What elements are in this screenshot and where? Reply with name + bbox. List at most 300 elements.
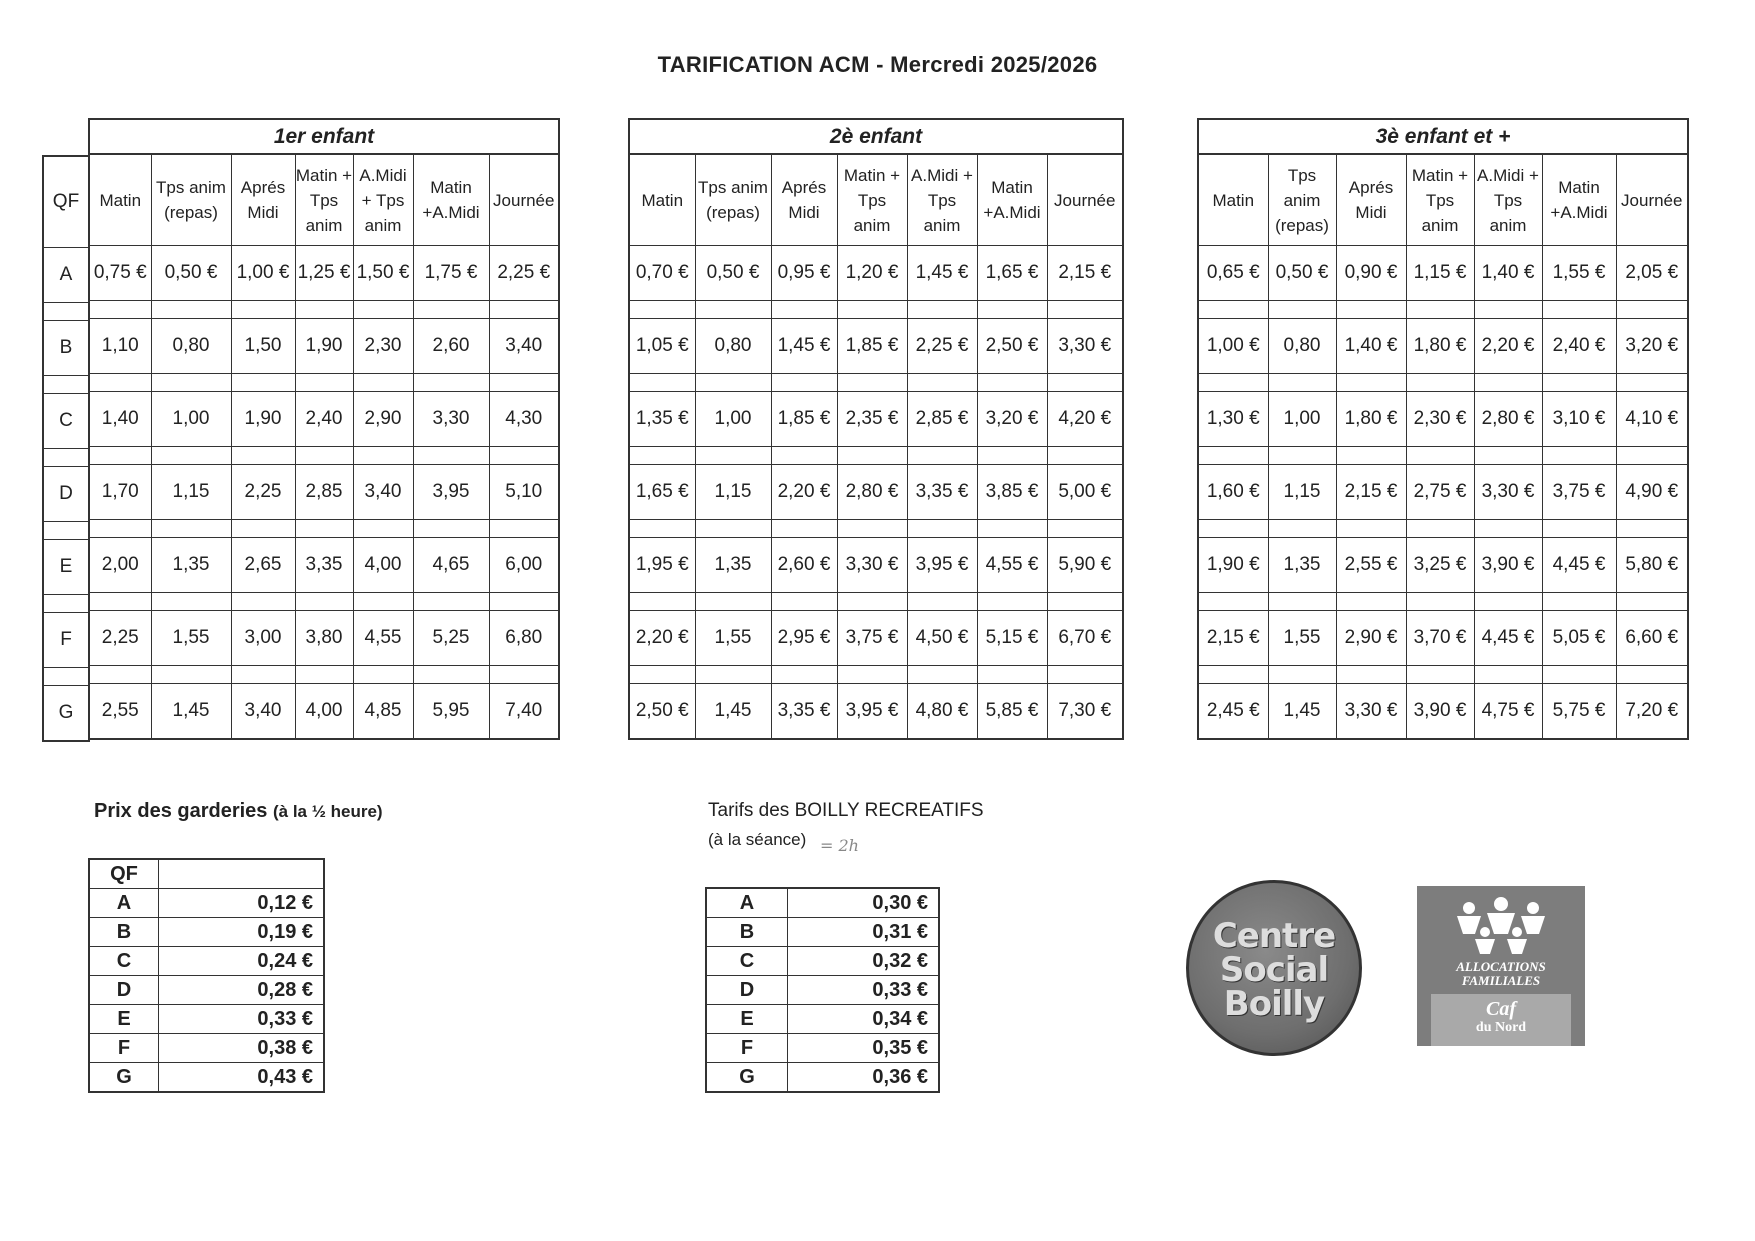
price-row [629, 611, 1123, 666]
column-header-line: Aprés [1348, 178, 1394, 197]
price-cell: 5,15 € [977, 611, 1047, 666]
separator-cell [1336, 520, 1406, 538]
column-header-line: Tps anim [698, 178, 768, 197]
price-cell: 2,65 [231, 538, 295, 593]
separator-cell [1268, 666, 1336, 684]
price-cell: 2,80 € [837, 465, 907, 520]
boilly-qf: B [706, 918, 788, 947]
separator-cell [89, 593, 151, 611]
separator-cell [151, 593, 231, 611]
separator-cell [1474, 666, 1542, 684]
qf-header: QF [43, 156, 89, 248]
garderies-table-wrap [88, 858, 325, 1093]
price-cell: 1,90 [231, 392, 295, 447]
separator-row [43, 595, 89, 613]
separator-cell [977, 447, 1047, 465]
garderies-title-text: Prix des garderies [94, 800, 268, 822]
price-cell: 4,30 [489, 392, 559, 447]
column-header [413, 154, 489, 246]
column-header-line: Matin [641, 190, 684, 210]
separator-cell [413, 374, 489, 392]
qf-row [43, 613, 89, 668]
group-title: 3è enfant et + [1198, 119, 1688, 154]
price-cell: 4,65 [413, 538, 489, 593]
price-cell: 6,00 [489, 538, 559, 593]
price-cell: 2,45 € [1198, 684, 1268, 740]
garderies-row [89, 976, 324, 1005]
separator-row [89, 666, 559, 684]
separator-cell [1542, 447, 1616, 465]
separator-cell [1198, 666, 1268, 684]
column-header-line: +A.Midi [983, 203, 1041, 222]
column-header-line: (repas) [706, 203, 760, 222]
price-row [1198, 246, 1688, 301]
separator-row [89, 374, 559, 392]
column-header-line: Matin [991, 178, 1033, 197]
column-header-line: Tps [1287, 165, 1317, 185]
separator-cell [695, 301, 771, 319]
price-cell: 1,45 € [771, 319, 837, 374]
column-header-line: + Tps [361, 190, 405, 210]
separator-cell [1268, 374, 1336, 392]
separator-cell [295, 666, 353, 684]
column-header-line: anim [1421, 215, 1459, 235]
price-cell: 1,00 € [1198, 319, 1268, 374]
column-header [1198, 154, 1268, 246]
separator-cell [489, 374, 559, 392]
price-cell: 2,55 € [1336, 538, 1406, 593]
price-cell: 2,40 € [1542, 319, 1616, 374]
group-header-row [89, 119, 559, 154]
price-cell: 5,10 [489, 465, 559, 520]
price-cell: 3,20 € [977, 392, 1047, 447]
price-cell: 4,10 € [1616, 392, 1688, 447]
separator-row [89, 520, 559, 538]
separator-cell [1268, 301, 1336, 319]
group-1er-enfant [88, 118, 560, 740]
column-header-line: anim [364, 215, 402, 235]
price-cell: 1,35 € [629, 392, 695, 447]
separator-cell [1542, 520, 1616, 538]
price-cell: 4,55 [353, 611, 413, 666]
separator-cell [231, 301, 295, 319]
separator-row [1198, 593, 1688, 611]
separator-cell [977, 666, 1047, 684]
group-3e-enfant [1197, 118, 1689, 740]
logo-word-social: Social [1219, 950, 1329, 990]
garderies-header-row [89, 859, 324, 889]
price-row [1198, 392, 1688, 447]
caf-du-nord-logo [1417, 886, 1585, 1046]
separator-cell [1047, 447, 1123, 465]
separator-row [43, 522, 89, 540]
column-header-line: Journée [1054, 190, 1116, 210]
price-cell: 3,90 € [1474, 538, 1542, 593]
price-cell: 4,90 € [1616, 465, 1688, 520]
price-cell: 1,15 [695, 465, 771, 520]
column-header-line: Matin + [1411, 165, 1469, 185]
separator-cell [1616, 666, 1688, 684]
separator-cell [231, 666, 295, 684]
price-cell: 4,55 € [977, 538, 1047, 593]
price-row [629, 684, 1123, 740]
price-cell: 5,80 € [1616, 538, 1688, 593]
boilly-row [706, 918, 939, 947]
price-cell: 2,15 € [1198, 611, 1268, 666]
price-row [1198, 538, 1688, 593]
separator-cell [771, 520, 837, 538]
separator-cell [629, 666, 695, 684]
column-header [837, 154, 907, 246]
price-cell: 2,80 € [1474, 392, 1542, 447]
separator-cell [629, 593, 695, 611]
separator-cell [231, 374, 295, 392]
separator-cell [151, 301, 231, 319]
garderies-qf: G [89, 1063, 159, 1093]
qf-letter: D [43, 467, 89, 522]
price-cell: 0,50 € [695, 246, 771, 301]
garderies-header-blank [159, 859, 325, 889]
price-cell: 0,50 € [151, 246, 231, 301]
price-cell: 1,55 [151, 611, 231, 666]
price-cell: 2,75 € [1406, 465, 1474, 520]
price-row [629, 538, 1123, 593]
separator-cell [353, 666, 413, 684]
price-cell: 1,15 € [1406, 246, 1474, 301]
separator-cell [907, 666, 977, 684]
garderies-row [89, 918, 324, 947]
price-cell: 0,80 [151, 319, 231, 374]
garderies-price: 0,24 € [159, 947, 325, 976]
garderies-price: 0,28 € [159, 976, 325, 1005]
separator-cell [837, 447, 907, 465]
price-cell: 3,95 € [837, 684, 907, 740]
separator-cell [151, 374, 231, 392]
column-header [695, 154, 771, 246]
separator-cell [489, 301, 559, 319]
price-cell: 1,45 € [907, 246, 977, 301]
separator-cell [629, 374, 695, 392]
separator-cell [413, 666, 489, 684]
price-cell: 1,70 [89, 465, 151, 520]
separator-row [89, 301, 559, 319]
price-cell: 0,70 € [629, 246, 695, 301]
price-cell: 7,40 [489, 684, 559, 740]
separator-cell [1406, 666, 1474, 684]
price-cell: 2,00 [89, 538, 151, 593]
qf-column [42, 155, 90, 742]
price-cell: 3,95 € [907, 538, 977, 593]
price-cell: 0,80 [1268, 319, 1336, 374]
price-cell: 2,25 € [907, 319, 977, 374]
separator-row [43, 303, 89, 321]
separator-cell [489, 520, 559, 538]
garderies-row [89, 1034, 324, 1063]
price-cell: 1,50 € [353, 246, 413, 301]
price-row [89, 538, 559, 593]
separator-cell [695, 520, 771, 538]
boilly-price: 0,36 € [788, 1063, 940, 1093]
boilly-qf: G [706, 1063, 788, 1093]
group-title: 1er enfant [89, 119, 559, 154]
column-header-line: Tps [857, 190, 887, 210]
separator-cell [695, 593, 771, 611]
boilly-price: 0,35 € [788, 1034, 940, 1063]
price-cell: 5,90 € [1047, 538, 1123, 593]
separator-row [629, 447, 1123, 465]
column-header [1616, 154, 1688, 246]
column-header [489, 154, 559, 246]
separator-cell [295, 374, 353, 392]
price-cell: 2,85 € [907, 392, 977, 447]
garderies-price: 0,33 € [159, 1005, 325, 1034]
separator-cell [231, 593, 295, 611]
price-cell: 3,35 € [771, 684, 837, 740]
price-cell: 3,70 € [1406, 611, 1474, 666]
separator-cell [1198, 520, 1268, 538]
price-cell: 3,80 [295, 611, 353, 666]
separator-cell [907, 593, 977, 611]
separator-row [1198, 301, 1688, 319]
price-cell: 2,15 € [1047, 246, 1123, 301]
column-header [629, 154, 695, 246]
separator-cell [1198, 374, 1268, 392]
separator-cell [89, 666, 151, 684]
caf-region: du Nord [1475, 1020, 1527, 1035]
separator-cell [1616, 447, 1688, 465]
column-header-line: +A.Midi [422, 203, 480, 222]
separator-cell [353, 447, 413, 465]
separator-cell [43, 449, 89, 467]
separator-row [1198, 374, 1688, 392]
price-cell: 1,45 [151, 684, 231, 740]
price-cell: 3,40 [353, 465, 413, 520]
separator-cell [1474, 301, 1542, 319]
handwritten-note: = 2h [820, 836, 859, 855]
garderies-row [89, 1005, 324, 1034]
separator-cell [489, 447, 559, 465]
price-cell: 5,75 € [1542, 684, 1616, 740]
qf-header-row [43, 156, 89, 248]
separator-cell [1047, 593, 1123, 611]
separator-row [89, 447, 559, 465]
column-header-line: Aprés [240, 178, 286, 197]
qf-table [42, 155, 90, 742]
garderies-title [94, 800, 383, 823]
price-cell: 4,00 [295, 684, 353, 740]
price-row [89, 319, 559, 374]
separator-cell [89, 301, 151, 319]
price-cell: 1,25 € [295, 246, 353, 301]
column-header-line: Tps anim [156, 178, 226, 197]
column-header-line: Matin [430, 178, 472, 197]
boilly-price: 0,30 € [788, 888, 940, 918]
qf-row [43, 248, 89, 303]
separator-cell [1047, 520, 1123, 538]
separator-cell [413, 447, 489, 465]
price-cell: 2,30 [353, 319, 413, 374]
column-header-line: Journée [1621, 190, 1683, 210]
price-cell: 5,00 € [1047, 465, 1123, 520]
boilly-qf: E [706, 1005, 788, 1034]
separator-row [1198, 447, 1688, 465]
boilly-price: 0,32 € [788, 947, 940, 976]
column-header [151, 154, 231, 246]
separator-cell [1336, 593, 1406, 611]
price-cell: 1,45 [1268, 684, 1336, 740]
price-cell: 1,85 € [771, 392, 837, 447]
boilly-subtitle: (à la séance) [708, 830, 807, 849]
separator-cell [907, 520, 977, 538]
group-2e-enfant [628, 118, 1124, 740]
separator-cell [977, 593, 1047, 611]
separator-cell [295, 301, 353, 319]
price-cell: 1,15 [151, 465, 231, 520]
price-cell: 2,50 € [977, 319, 1047, 374]
price-cell: 4,85 [353, 684, 413, 740]
caf-line2: FAMILIALES [1461, 973, 1541, 988]
separator-cell [413, 520, 489, 538]
price-cell: 1,65 € [629, 465, 695, 520]
qf-row [43, 467, 89, 522]
price-cell: 1,50 [231, 319, 295, 374]
price-cell: 2,90 [353, 392, 413, 447]
price-cell: 4,00 [353, 538, 413, 593]
price-cell: 2,85 [295, 465, 353, 520]
separator-cell [43, 595, 89, 613]
separator-cell [629, 520, 695, 538]
price-cell: 2,15 € [1336, 465, 1406, 520]
price-cell: 6,80 [489, 611, 559, 666]
boilly-row [706, 947, 939, 976]
separator-cell [89, 447, 151, 465]
separator-cell [1198, 301, 1268, 319]
separator-cell [43, 522, 89, 540]
separator-cell [1406, 447, 1474, 465]
column-header [231, 154, 295, 246]
price-cell: 2,60 [413, 319, 489, 374]
price-cell: 1,15 [1268, 465, 1336, 520]
separator-cell [1542, 374, 1616, 392]
separator-cell [837, 374, 907, 392]
price-cell: 2,25 [89, 611, 151, 666]
separator-cell [771, 447, 837, 465]
separator-cell [1616, 374, 1688, 392]
group-header-row [1198, 119, 1688, 154]
separator-cell [489, 593, 559, 611]
price-cell: 5,05 € [1542, 611, 1616, 666]
column-header-line: Matin + [843, 165, 901, 185]
separator-cell [1047, 301, 1123, 319]
price-cell: 1,90 € [1198, 538, 1268, 593]
separator-cell [1542, 666, 1616, 684]
price-cell: 3,75 € [1542, 465, 1616, 520]
price-cell: 0,50 € [1268, 246, 1336, 301]
garderies-row [89, 1063, 324, 1093]
separator-cell [907, 301, 977, 319]
price-cell: 1,10 [89, 319, 151, 374]
separator-cell [907, 374, 977, 392]
qf-row [43, 686, 89, 742]
price-cell: 3,30 € [837, 538, 907, 593]
separator-cell [837, 301, 907, 319]
price-cell: 3,35 [295, 538, 353, 593]
price-cell: 7,20 € [1616, 684, 1688, 740]
separator-row [629, 666, 1123, 684]
price-cell: 6,60 € [1616, 611, 1688, 666]
separator-cell [1542, 301, 1616, 319]
boilly-row [706, 1063, 939, 1093]
price-cell: 1,40 [89, 392, 151, 447]
separator-cell [1616, 593, 1688, 611]
price-cell: 1,00 [151, 392, 231, 447]
separator-cell [837, 593, 907, 611]
separator-cell [837, 520, 907, 538]
column-header-line: A.Midi + [1477, 165, 1539, 185]
column-header [1542, 154, 1616, 246]
separator-cell [151, 447, 231, 465]
price-cell: 1,00 [1268, 392, 1336, 447]
price-cell: 1,80 € [1406, 319, 1474, 374]
separator-cell [1336, 666, 1406, 684]
separator-cell [353, 301, 413, 319]
price-cell: 2,55 [89, 684, 151, 740]
column-header-line: (repas) [1275, 215, 1329, 235]
separator-cell [353, 593, 413, 611]
separator-row [43, 376, 89, 394]
separator-row [1198, 520, 1688, 538]
boilly-row [706, 976, 939, 1005]
column-header-line: Aprés [781, 178, 827, 197]
price-cell: 0,65 € [1198, 246, 1268, 301]
price-cell: 4,20 € [1047, 392, 1123, 447]
qf-letter: E [43, 540, 89, 595]
price-cell: 1,85 € [837, 319, 907, 374]
price-cell: 1,55 [1268, 611, 1336, 666]
price-cell: 1,40 € [1474, 246, 1542, 301]
separator-cell [1268, 447, 1336, 465]
separator-cell [837, 666, 907, 684]
price-cell: 5,95 [413, 684, 489, 740]
price-cell: 1,20 € [837, 246, 907, 301]
group-header-row [629, 119, 1123, 154]
separator-cell [1474, 447, 1542, 465]
separator-row [43, 449, 89, 467]
separator-cell [231, 520, 295, 538]
garderies-qf: E [89, 1005, 159, 1034]
logo-word-boilly: Boilly [1223, 984, 1325, 1024]
separator-cell [295, 447, 353, 465]
separator-cell [1406, 301, 1474, 319]
boilly-row [706, 1005, 939, 1034]
separator-row [629, 301, 1123, 319]
price-cell: 1,00 € [231, 246, 295, 301]
separator-cell [43, 303, 89, 321]
column-header-line: A.Midi [359, 165, 407, 185]
centre-social-boilly-logo [1186, 880, 1362, 1056]
separator-cell [977, 374, 1047, 392]
price-cell: 1,35 [695, 538, 771, 593]
price-cell: 4,50 € [907, 611, 977, 666]
garderies-qf: A [89, 889, 159, 918]
price-row [89, 684, 559, 740]
qf-letter: G [43, 686, 89, 742]
separator-cell [1474, 374, 1542, 392]
separator-cell [695, 666, 771, 684]
column-header-line: Matin [99, 190, 142, 210]
price-row [1198, 319, 1688, 374]
price-cell: 0,90 € [1336, 246, 1406, 301]
